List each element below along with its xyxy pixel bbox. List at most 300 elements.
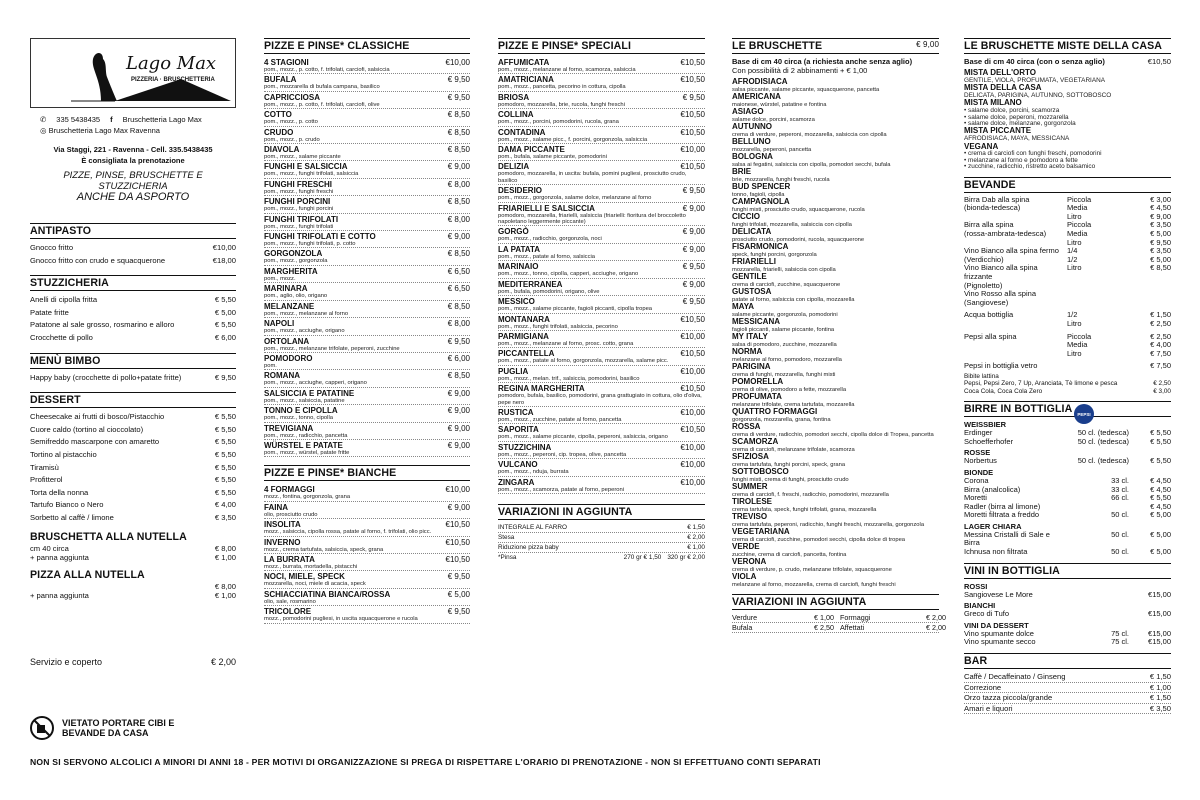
menu-item	[264, 196, 470, 213]
item-name: Stesa	[498, 533, 515, 541]
item-name: CONTADINA	[498, 127, 546, 137]
cell: € 2,00	[926, 613, 946, 622]
cell: Vino Rosso alla spina (Sangiovese)	[964, 289, 1036, 307]
item-price: € 6,50	[447, 266, 470, 276]
cell: 75 cl.	[1111, 637, 1129, 647]
cell: € 3,00	[1150, 194, 1171, 204]
bevanda-row	[964, 362, 1171, 371]
item-name: ROSSA	[732, 422, 761, 431]
item-price: €10,50	[680, 162, 705, 172]
bruschetta-item	[732, 273, 939, 288]
item-ingredients: mozz., fontina, gorgonzola, grana	[264, 494, 351, 501]
list-row	[30, 294, 236, 307]
item-price: € 8,00	[447, 214, 470, 224]
cell: Moretti filtrata a freddo	[964, 510, 1040, 520]
facebook: Bruschetteria Lago Max	[122, 115, 202, 124]
cell	[964, 341, 1067, 350]
item-price: €10,50	[680, 384, 705, 394]
item-row	[264, 93, 470, 102]
item-price: € 5,50	[214, 424, 236, 434]
menu-item	[264, 109, 470, 126]
pinsa-row	[498, 553, 705, 562]
item-name: 4 STAGIONI	[264, 58, 309, 67]
menu-item	[498, 261, 705, 278]
menu-item	[264, 502, 470, 519]
item-row	[264, 162, 470, 171]
menu-item	[264, 353, 470, 370]
item-ingredients: • crema di carciofi con funghi freschi, pomodorini • melanzane al forno e pomodoro a fette • zucchine, radicchio, ristretto aceto balsamico	[964, 150, 1102, 171]
item-name: Semifreddo mascarpone con amaretto	[30, 437, 160, 447]
item-ingredients: mozzarella, noci, miele di acacia, speck	[264, 581, 366, 588]
menu-item	[264, 440, 470, 457]
item-ingredients: mozz., pomodorini pugliesi, in uscita squacquerone e rucola	[264, 616, 418, 623]
item-name: GORGONZOLA	[264, 249, 323, 259]
item-ingredients: pom., mozz., tonno, cipolla, capperi, acciughe, origano	[498, 271, 639, 278]
item-price: € 9,00	[447, 423, 470, 433]
item-ingredients: pom., mozz., tonno, cipolla	[264, 415, 333, 422]
bruschetta-item	[732, 468, 939, 483]
item-price: €10,50	[680, 110, 705, 120]
item-price: € 5,00	[214, 307, 236, 317]
pepsi-label: PEPSI	[1077, 411, 1091, 417]
mista-item	[964, 143, 1171, 171]
item-ingredients: patate al forno, salsiccia con cipolla, mozzarella	[732, 296, 855, 303]
item-name: Torta della nonna	[30, 487, 89, 497]
item-ingredients: pom., mozz., radicchio, pancetta	[264, 432, 348, 439]
item-row	[498, 245, 705, 254]
cell: € 5,50	[1150, 436, 1171, 446]
vietato-notice	[30, 716, 202, 740]
stuzzicheria-section	[30, 275, 236, 344]
list-row	[30, 499, 236, 512]
item-row	[264, 110, 470, 119]
item-ingredients: pom., mozz., p. crudo	[264, 136, 320, 143]
item-row	[498, 367, 705, 376]
cell	[1065, 591, 1129, 600]
item-row	[264, 232, 470, 241]
menu-item	[498, 366, 705, 383]
item-price: € 9,50	[447, 75, 470, 85]
section-title: VINI IN BOTTIGLIA	[964, 563, 1171, 579]
cell: Litro	[1067, 211, 1082, 221]
item-name: FUNGHI TRIFOLATI	[264, 214, 339, 224]
menu-item	[264, 127, 470, 144]
price: € 8,00	[214, 581, 236, 591]
item-ingredients: pom., mozz., salame picc., f. porcini, gorgonzola, salsiccia	[498, 136, 648, 143]
cell: (Verdicchio)	[964, 254, 1004, 264]
item-price: € 9,00	[447, 406, 470, 416]
section-title: BAR	[964, 653, 1171, 669]
item-name: DELIZIA	[498, 162, 530, 172]
cell: € 4,50	[1150, 484, 1171, 494]
item-ingredients: fagioli piccanti, salame piccante, fontina	[732, 326, 835, 333]
bruschetta-item	[732, 153, 939, 168]
cell: €15,00	[1148, 609, 1171, 619]
vini-table	[964, 582, 1171, 647]
menu-item	[264, 537, 470, 554]
item-name: SOTTOBOSCO	[732, 467, 789, 476]
item-ingredients: pom., mozz., porcini, pomodorini, rucola, grana	[498, 119, 619, 126]
variazione-row	[732, 623, 946, 633]
item-name: WÜRSTEL E PATATE	[264, 440, 343, 450]
cell: Messina Cristalli di Sale e Birra	[964, 529, 1050, 548]
cell: Vino spumante secco	[964, 637, 1036, 647]
cell: Piccola	[1067, 194, 1092, 204]
menu-item	[498, 331, 705, 348]
item-price: € 9,50	[682, 92, 705, 102]
cell: Acqua bottiglia	[964, 310, 1014, 320]
logo	[30, 38, 236, 108]
item-name: BOLOGNA	[732, 152, 773, 161]
bruschetta-item	[732, 138, 939, 153]
section-title: PIZZA ALLA NUTELLA	[30, 568, 145, 581]
item-row	[264, 607, 470, 616]
item-row	[264, 371, 470, 380]
item-name: SCAMORZA	[732, 437, 779, 446]
menu-item	[264, 301, 470, 318]
item-ingredients: pom., mozz., melanzane al forno, scamorza, salsiccia	[498, 67, 636, 73]
bruschetta-item	[732, 438, 939, 453]
item-ingredients: pomodoro, mozzarella, friarielli, salsiccia (friarielli: fioritura del broccoletto napoletano leggermente piccante)	[498, 212, 686, 226]
item-ingredients: pomodoro, mozzarella, brie, rucola, funghi freschi	[498, 101, 625, 108]
item-name: MESSICANA	[732, 317, 781, 326]
cell: Vino Bianco alla spina fermo	[964, 246, 1059, 256]
item-price: € 9,00	[682, 279, 705, 289]
item-name: SAPORITA	[498, 425, 539, 435]
item-name: VERONA	[732, 557, 767, 566]
bottle-row	[964, 438, 1171, 447]
item-name: INSOLITA	[264, 520, 301, 530]
dessert-section	[30, 392, 236, 524]
bruschetta-item	[732, 423, 939, 438]
item-name: PARMIGIANA	[498, 331, 549, 341]
menu-item	[264, 423, 470, 440]
menu-item	[264, 144, 470, 161]
item-price: € 9,50	[447, 336, 470, 346]
item-row	[264, 215, 470, 224]
item-price: € 5,50	[214, 295, 236, 305]
whatsapp-icon: ✆	[40, 115, 47, 124]
item-name: Happy baby (crocchette di pollo+patate fritte)	[30, 372, 182, 382]
item-name: STUZZICHINA	[498, 442, 552, 452]
item-price: € 5,50	[214, 475, 236, 485]
bruschetta-item	[732, 393, 939, 408]
mista-item	[964, 99, 1171, 127]
cell: 1/4	[1067, 246, 1078, 256]
cell: Vino spumante dolce	[964, 628, 1034, 638]
item-price: € 8,50	[447, 127, 470, 137]
item-name: MARINARA	[264, 284, 308, 294]
item-ingredients: pom., mozz., radicchio, gorgonzola, noci	[498, 236, 602, 243]
item-ingredients: funghi trifolati, mozzarella, salsiccia con cipolla	[732, 221, 852, 228]
item-price: € 9,00	[682, 227, 705, 237]
item-price: €10,50	[445, 554, 470, 564]
item-ingredients: melanzane al forno, mozzarella, crema di carciofi, funghi freschi	[732, 581, 896, 588]
item-row	[498, 425, 705, 434]
cell: € 7,50	[1150, 361, 1171, 371]
servizio-row	[30, 656, 236, 669]
cell	[1067, 282, 1129, 291]
item-ingredients: pom., aglio, olio, origano	[264, 293, 328, 300]
menu-item	[264, 554, 470, 571]
cell: Corona	[964, 475, 989, 485]
item-ingredients: pom., mozz., p. cotto, f. trifolati, carciofi, olive	[264, 101, 380, 108]
item-row	[498, 93, 705, 102]
cell: € 3,50	[1150, 220, 1171, 230]
cell: €15,00	[1148, 637, 1171, 647]
item-price: € 9,00	[447, 388, 470, 398]
item-name: DIAVOLA	[264, 145, 300, 155]
item-ingredients: crema di carciofi, zucchine, pomodori secchi, cipolla dolce di tropea	[732, 536, 906, 543]
item-price: € 9,00	[447, 502, 470, 512]
cell: € 5,50	[1150, 428, 1171, 438]
cell: Verdure	[732, 613, 758, 622]
bottle-row	[964, 638, 1171, 647]
item-ingredients: pomodoro, bufala, basilico, pomodorini, grana grattugiato in cottura, olio d'oliva, pepe nero	[498, 393, 702, 406]
item-ingredients: crema di olive, pomodoro a fette, mozzarella	[732, 386, 847, 393]
menu-item	[498, 348, 705, 365]
item-ingredients: mozz., salsiccia, cipolla rossa, patate al forno, f. trifolati, olio picc.	[264, 529, 432, 536]
item-name: LA PATATA	[498, 244, 541, 254]
item-name: Correzione	[964, 682, 1002, 692]
item-row	[498, 332, 705, 341]
item-row	[264, 538, 470, 547]
item-row	[264, 503, 470, 512]
item-name: DAMA PICCANTE	[498, 145, 565, 155]
item-row	[498, 349, 705, 358]
bruschetta-item	[732, 363, 939, 378]
cell: € 9,00	[1150, 211, 1171, 221]
item-name: SFIZIOSA	[732, 452, 769, 461]
menu-item	[264, 74, 470, 91]
list-row	[30, 474, 236, 487]
item-row	[264, 284, 470, 293]
item-ingredients: crema di carciofi, f. freschi, radicchio, pomodorini, mozzarella	[732, 491, 889, 498]
cell: Erdinger	[964, 428, 993, 438]
item-row	[264, 249, 470, 258]
cell: Litro	[1067, 348, 1082, 358]
item-ingredients: salame piccante, gorgonzola, pomodorini	[732, 311, 838, 318]
item-name: FRIARIELLI	[732, 257, 776, 266]
section-title: BIRRE IN BOTTIGLIA	[964, 401, 1171, 417]
list-row	[30, 307, 236, 320]
item-price: € 9,50	[682, 262, 705, 272]
list-row	[964, 672, 1171, 683]
booking-note: È consigliata la prenotazione	[81, 156, 185, 165]
cell: Litro	[1067, 263, 1082, 273]
item-name: CICCIO	[732, 212, 760, 221]
item-ingredients: • salame dolce, porcini, scamorza • salame dolce, peperoni, mozzarella • salame dolce, melanzane, gorgonzola	[964, 107, 1076, 128]
bibite-list: Coca Cola, Coca Cola Zero	[964, 387, 1043, 395]
list-row	[498, 533, 705, 543]
pinsa-label: *Pinsa	[498, 553, 517, 561]
item-ingredients: pom., mozz., würstel, patate fritte	[264, 449, 350, 456]
price: € 8,00	[214, 543, 236, 553]
list-row	[498, 543, 705, 553]
item-row	[498, 297, 705, 306]
item-price: € 1,00	[687, 543, 705, 551]
bruschetta-item	[732, 453, 939, 468]
cell	[1065, 610, 1129, 619]
column-drinks	[964, 38, 1171, 714]
item-price: € 3,50	[1149, 703, 1171, 713]
bevande-table	[964, 196, 1171, 371]
cell: (rossa-ambrata-tedesca)	[964, 229, 1047, 239]
group-title: ROSSI	[964, 581, 988, 591]
item-name: AUTUNNO	[732, 122, 772, 131]
bruschette-base: Base di cm 40 circa (a richiesta anche senza aglio)	[732, 57, 913, 66]
item-name: VEGANA	[964, 141, 999, 151]
cell: 1/2	[1067, 310, 1078, 320]
cell: Vino Bianco alla spina frizzante	[964, 263, 1038, 281]
menu-item	[264, 57, 470, 74]
item-price: € 1,50	[1149, 693, 1171, 703]
item-price: €10,00	[680, 477, 705, 487]
cell: Affettati	[840, 623, 865, 632]
cell: € 4,50	[1150, 203, 1171, 213]
item-name: GUSTOSA	[732, 287, 772, 296]
item-price: € 9,50	[447, 92, 470, 102]
item-row	[498, 75, 705, 84]
item-ingredients: funghi misti, crema di funghi, prosciutto crudo	[732, 476, 849, 483]
menu-item	[498, 226, 705, 243]
item-row	[264, 180, 470, 189]
bevanda-row	[964, 333, 1171, 342]
cell: € 5,50	[1150, 493, 1171, 503]
cell: Sangiovese Le More	[964, 589, 1033, 599]
list-row	[30, 319, 236, 332]
cell: € 2,00	[926, 623, 946, 632]
item-row	[264, 485, 470, 494]
item-ingredients: pom., mozz., melan. trif., salsiccia, pomodorini, basilico	[498, 375, 640, 382]
item-ingredients: zucchine, crema di carciofi, pancetta, fontina	[732, 551, 847, 558]
item-ingredients: pom., mozz., peperoni, cip. tropea, olive, pancetta	[498, 451, 627, 458]
item-price: € 8,00	[447, 319, 470, 329]
bottle-row	[964, 457, 1171, 466]
bruschetta-item	[732, 243, 939, 258]
item-price: € 9,50	[214, 372, 236, 382]
price: € 3,00	[1153, 387, 1171, 395]
item-price: €10,00	[445, 58, 470, 67]
bruschetta-item	[732, 108, 939, 123]
antipasto-section	[30, 223, 236, 267]
item-ingredients: pom., mozz., acciughe, capperi, origano	[264, 380, 367, 387]
item-name: ORTOLANA	[264, 336, 310, 346]
bruschetta-item	[732, 183, 939, 198]
list-row	[30, 449, 236, 462]
cell: € 2,50	[1150, 318, 1171, 328]
item-name: FUNGHI E SALSICCIA	[264, 162, 348, 172]
item-name: SUMMER	[732, 482, 768, 491]
item-name: NAPOLI	[264, 319, 295, 329]
item-name: PICCANTELLA	[498, 349, 555, 359]
item-name: TONNO E CIPOLLA	[264, 406, 338, 416]
item-price: € 9,50	[447, 572, 470, 582]
cell: Media	[1067, 340, 1088, 350]
item-row	[264, 520, 470, 529]
item-price: €10,00	[680, 366, 705, 376]
item-price: €10,00	[680, 145, 705, 155]
item-name: Riduzione pizza baby	[498, 543, 559, 551]
bruschetta-item	[732, 483, 939, 498]
item-name: LA BURRATA	[264, 554, 315, 564]
bruschetta-item	[732, 123, 939, 138]
menu-item	[264, 405, 470, 422]
bruschetta-item	[732, 168, 939, 183]
item-ingredients: crema tartufata, peperoni, radicchio, funghi freschi, mozzarella, gorgonzola	[732, 521, 925, 528]
item-name: TREVIGIANA	[264, 423, 314, 433]
cell: Pepsi alla spina	[964, 331, 1017, 341]
cell: Pepsi in bottiglia vetro	[964, 361, 1038, 371]
cell: (bionda-tedesca)	[964, 203, 1021, 213]
item-ingredients: melanzane trifolate, crema tartufata, mozzarella	[732, 401, 855, 408]
item-ingredients: prosciutto crudo, pomodorini, rucola, squacquerone	[732, 236, 865, 243]
item-name: FUNGHI TRIFOLATI E COTTO	[264, 232, 376, 242]
item-name: AFRODISIACA	[732, 77, 788, 86]
item-name: GENTILE	[732, 272, 767, 281]
item-price: € 5,50	[214, 462, 236, 472]
item-row	[498, 443, 705, 452]
item-ingredients: pom., mozz., funghi freschi	[264, 188, 334, 195]
item-name: COLLINA	[498, 110, 534, 120]
item-name: TIROLESE	[732, 497, 773, 506]
bruschetta-item	[732, 378, 939, 393]
birre-table	[964, 420, 1171, 557]
list-row	[30, 411, 236, 424]
item-row	[264, 128, 470, 137]
item-ingredients: mozz., burrata, mortadella, pistacchi	[264, 563, 358, 570]
item-name: Tiramisù	[30, 462, 59, 472]
item-price: €10,00	[445, 485, 470, 495]
menu-item	[264, 231, 470, 248]
bibite-title: Bibite lattina	[964, 372, 999, 380]
cell: Piccola	[1067, 331, 1092, 341]
bruschette-price: € 9,00	[916, 40, 939, 49]
cell: Ichnusa non filtrata	[964, 547, 1028, 557]
item-price: € 9,00	[447, 232, 470, 242]
item-price: € 5,50	[214, 449, 236, 459]
column-speciali	[498, 38, 705, 562]
bruschetta-item	[732, 288, 939, 303]
cell: Birra (analcolica)	[964, 484, 1021, 494]
cell: 50 cl.	[1111, 529, 1129, 539]
cell: € 5,50	[1150, 456, 1171, 466]
item-name: NOCI, MIELE, SPECK	[264, 572, 345, 582]
section-title: STUZZICHERIA	[30, 275, 236, 291]
item-ingredients: pomodoro, mozzarella, in uscita: bufala, pomini pugliesi, prosciutto crudo, basilico	[498, 171, 687, 184]
bruschetta-item	[732, 543, 939, 558]
item-name: Sorbetto al caffè / limone	[30, 512, 114, 522]
item-name: FUNGHI PORCINI	[264, 197, 331, 207]
item-name: TRICOLORE	[264, 607, 312, 617]
list-row	[964, 693, 1171, 704]
item-name: Gnocco fritto con crudo e squacquerone	[30, 255, 166, 265]
item-price: € 8,50	[447, 301, 470, 311]
menu-item	[498, 127, 705, 144]
item-name: BUD SPENCER	[732, 182, 791, 191]
item-name: PROFUMATA	[732, 392, 782, 401]
item-ingredients: pom., mozz., scamorza, patate al forno, peperoni	[498, 486, 624, 493]
variazioni-table	[732, 613, 946, 633]
item-price: €18,00	[212, 255, 236, 265]
bruschetta-item	[732, 573, 939, 588]
item-ingredients: gorgonzola, mozzarella, grana, fontina	[732, 416, 831, 423]
bottle-row	[964, 548, 1171, 557]
pinsa-270: 270 gr € 1,50	[623, 553, 662, 561]
cell: € 5,00	[1150, 510, 1171, 520]
bruschetta-item	[732, 408, 939, 423]
item-name: ZINGARA	[498, 477, 535, 487]
